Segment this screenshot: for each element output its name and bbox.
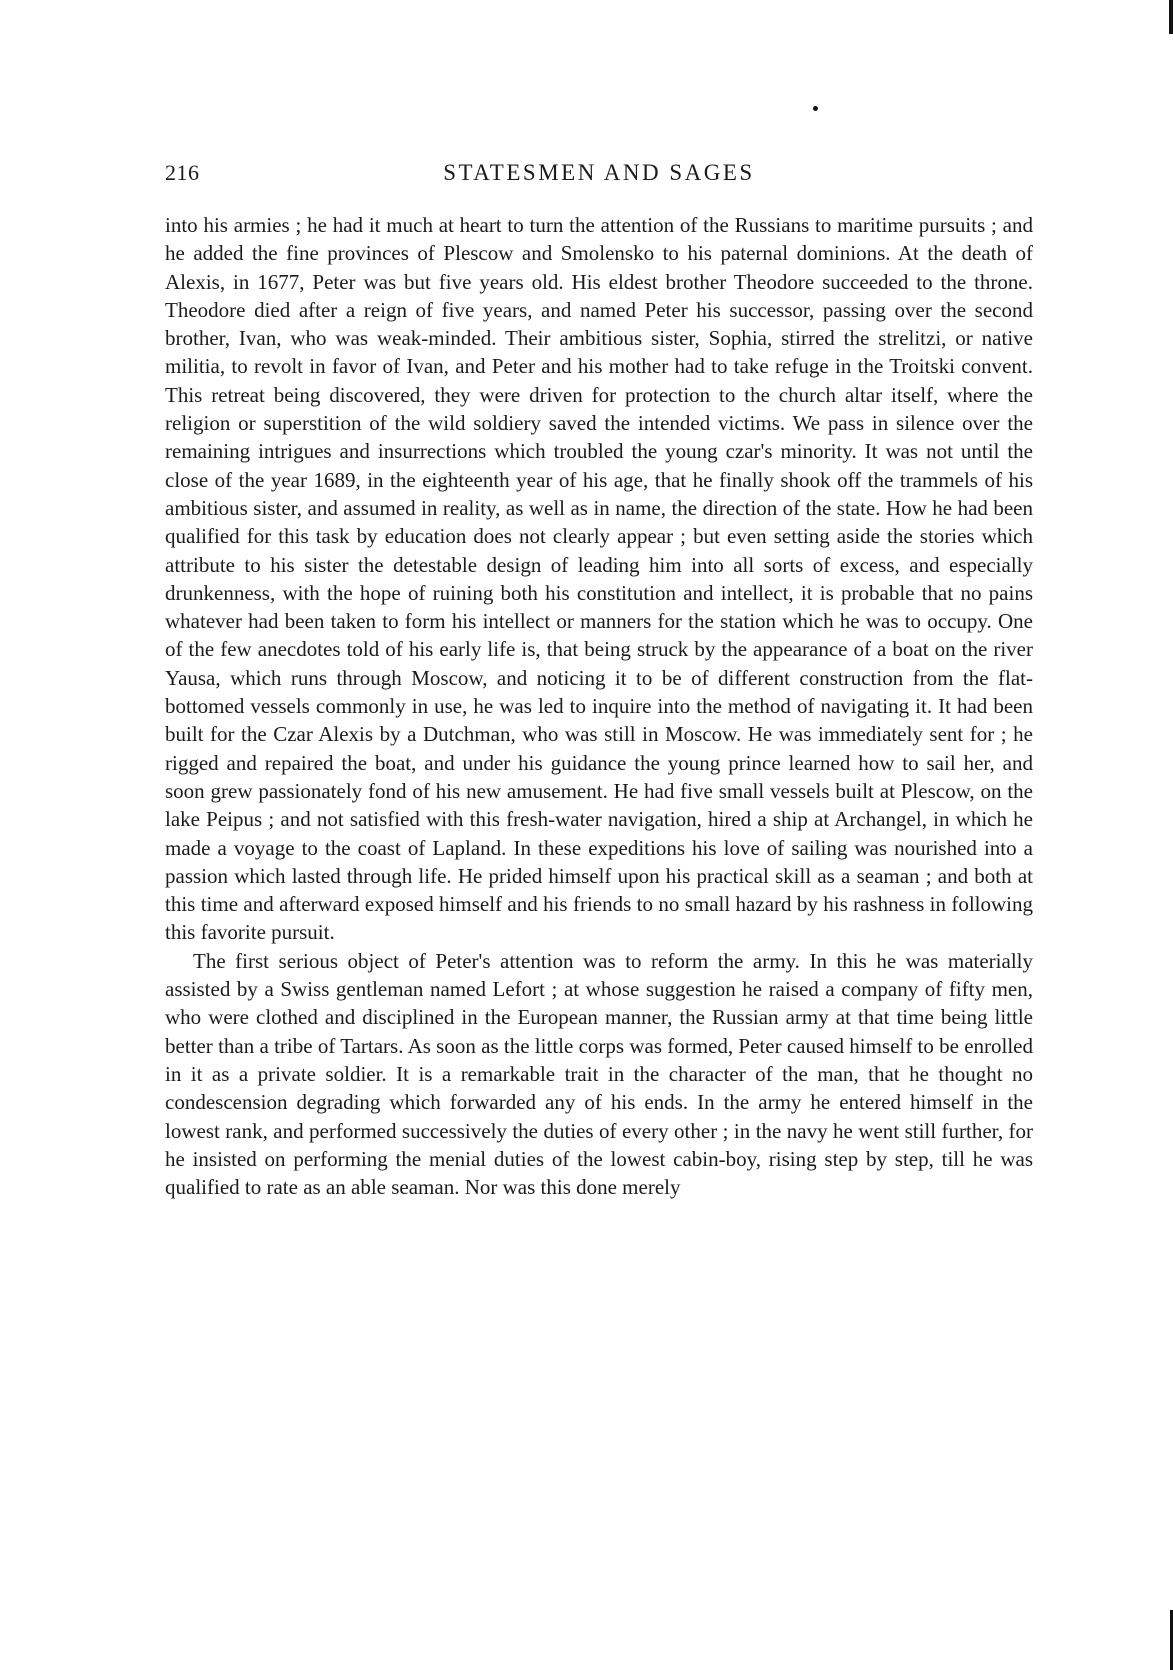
page-header (165, 160, 1033, 194)
page-number: 216 (165, 160, 200, 185)
body-text (165, 211, 1033, 1201)
paragraph-2: The first serious object of Peter's attention was to reform the army. In this he was materially assisted by a Swiss gentleman named Lefort ; at whose suggestion he raised a company of fifty men, who were clothed and disciplined in the European manner, the Russian army at that time being little better than a tribe of Tartars. As soon as the little corps was formed, Peter caused himself to be enrolled in it as a private soldier. It is a remarkable trait in the character of the man, that he thought no condescension degrading which forwarded any of his ends. In the army he entered himself in the lowest rank, and performed successively the duties of every other ; in the navy he went still further, for he insisted on performing the menial duties of the lowest cabin-boy, rising step by step, till he was qualified to rate as an able seaman. Nor was this done merely (165, 948, 1033, 1200)
running-title: STATESMEN AND SAGES (443, 160, 755, 185)
scan-edge-mark-top (1169, 0, 1173, 34)
paragraph-1: into his armies ; he had it much at heart to turn the attention of the Russians to maritime pursuits ; and he added the fine provinces of Plescow and Smolensko to his paternal dominions. At the death of Alexis, in 1677, Peter was but five years old. His eldest brother Theodore succeeded to the throne. Theodore died after a reign of five years, and named Peter his successor, passing over the second brother, Ivan, who was weak-minded. Their ambitious sister, Sophia, stirred the strelitzi, or native militia, to revolt in favor of Ivan, and Peter and his mother had to take refuge in the Troitski convent. This retreat being discovered, they were driven for protection to the church altar itself, where the religion or superstition of the wild soldiery saved the intended victims. We pass in silence over the remaining intrigues and insurrections which troubled the young czar's minority. It was not until the close of the year 1689, in the eighteenth year of his age, that he finally shook off the trammels of his ambitious sister, and assumed in reality, as well as in name, the direction of the state. How he had been qualified for this task by education does not clearly appear ; but even setting aside the stories which attribute to his sister the detestable design of leading him into all sorts of excess, and especially drunkenness, with the hope of ruining both his constitution and intellect, it is probable that no pains whatever had been taken to form his intellect or manners for the station which he was to occupy. One of the few anecdotes told of his early life is, that being struck by the appearance of a boat on the river Yausa, which runs through Moscow, and noticing it to be of different construction from the flat-bottomed vessels commonly in use, he was led to inquire into the method of navigating it. It had been built for the Czar Alexis by a Dutchman, who was still in Moscow. He was immediately sent for ; he rigged and repaired the boat, and under his guidance the young prince learned how to sail her, and soon grew passionately fond of his new amusement. He had five small vessels built at Plescow, on the lake Peipus ; and not satisfied with this fresh-water navigation, hired a ship at Archangel, in which he made a voyage to the coast of Lapland. In these expeditions his love of sailing was nourished into a passion which lasted through life. He prided himself upon his practical skill as a seaman ; and both at this time and afterward exposed himself and his friends to no small hazard by his rashness in following this favorite pursuit. (165, 213, 1033, 945)
ink-speck (813, 106, 818, 111)
